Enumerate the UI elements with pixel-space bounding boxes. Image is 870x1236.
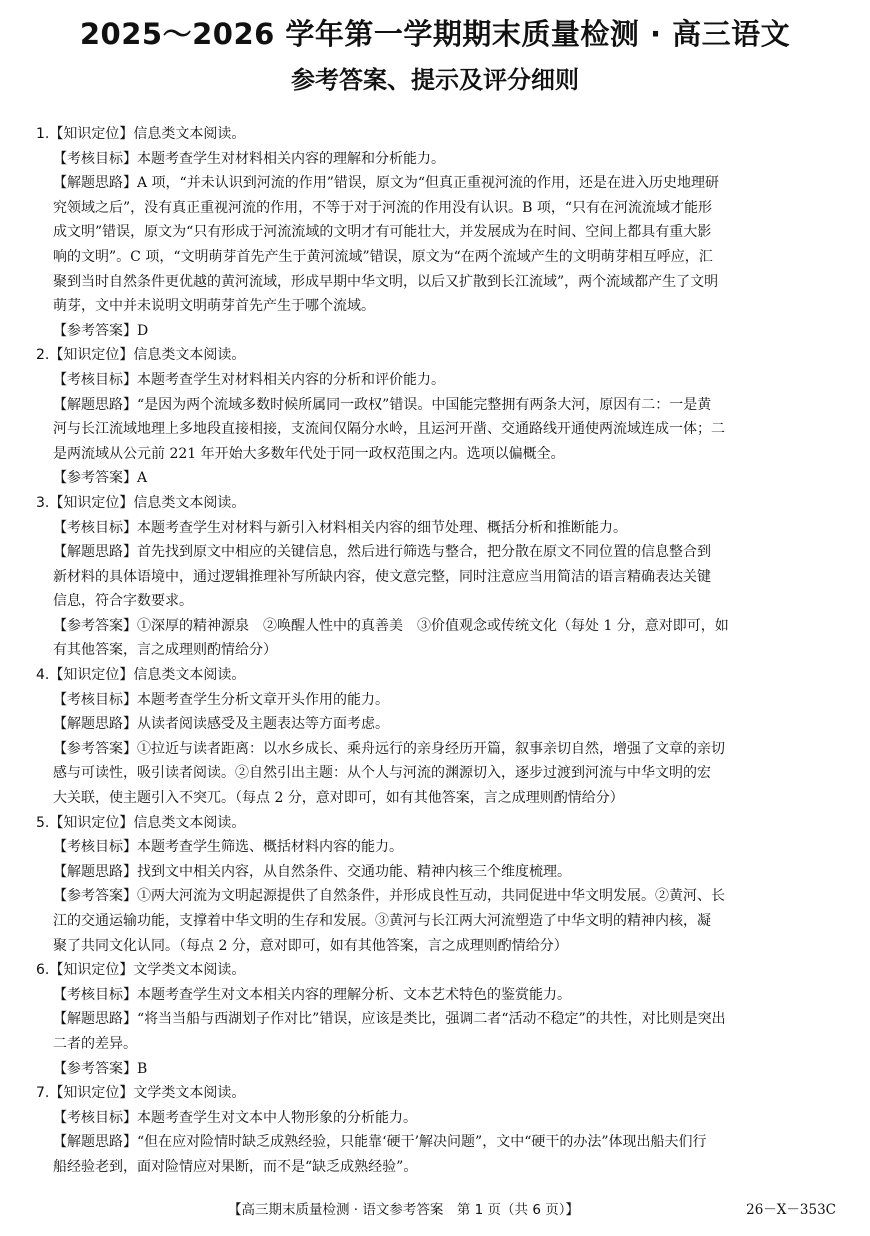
section-tag: 【解题思路】 (53, 1134, 137, 1151)
line-text: 首先找到原文中相应的关键信息，然后进行筛选与整合，把分散在原文不同位置的信息整合到 (137, 544, 711, 561)
section-tag: 【解题思路】 (53, 544, 137, 561)
line-text: 究领域之后”，没有真正重视河流的作用，不等于对于河流的作用没有认识。B 项，“只有在河流流域才能形 (53, 199, 713, 216)
line-text: ①拉近与读者距离：以水乡成长、乘舟远行的亲身经历开篇，叙事亲切自然，增强了文章的亲切 (137, 740, 725, 757)
section-tag: 1.【知识定位】 (36, 126, 134, 142)
text-line (36, 934, 836, 959)
text-line (36, 417, 836, 442)
section-tag: 【解题思路】 (53, 863, 137, 880)
text-line (36, 491, 836, 516)
text-line (36, 516, 836, 541)
section-tag: 【参考答案】 (53, 1060, 137, 1077)
line-text: 本题考查学生分析文章开头作用的能力。 (137, 691, 389, 708)
line-text: 本题考查学生对文本中人物形象的分析能力。 (137, 1109, 417, 1126)
line-text: 本题考查学生筛选、概括材料内容的能力。 (137, 839, 403, 856)
line-text: 信息类文本阅读。 (133, 347, 246, 364)
text-line (36, 638, 836, 663)
text-line (36, 147, 836, 172)
text-line (36, 712, 836, 737)
text-line (36, 761, 836, 786)
section-tag: 【参考答案】 (53, 322, 137, 339)
line-text: 信息类文本阅读。 (133, 814, 246, 831)
text-line (36, 442, 836, 467)
text-line (36, 466, 836, 491)
text-line (36, 614, 836, 639)
text-line (36, 294, 836, 319)
line-text: 响的文明”。C 项，“文明萌芽首先产生于黄河流域”错误，原文为“在两个流域产生的文明萌芽相互呼应，汇 (53, 248, 713, 265)
section-tag: 【参考答案】 (53, 617, 137, 634)
text-line (36, 196, 836, 221)
text-line (36, 663, 836, 688)
text-line (36, 393, 836, 418)
answer-content (36, 122, 836, 1180)
text-line (36, 122, 836, 147)
text-line (36, 220, 836, 245)
section-tag: 【解题思路】 (53, 396, 137, 413)
line-text: 从读者阅读感受及主题表达等方面考虑。 (137, 716, 389, 733)
line-text: 有其他答案，言之成理则酌情给分） (53, 642, 277, 659)
section-tag: 【考核目标】 (53, 986, 137, 1003)
footer-code: 26－X－353C (746, 1202, 836, 1218)
section-tag: 【解题思路】 (53, 1011, 137, 1028)
section-tag: 5.【知识定位】 (36, 814, 134, 831)
line-text: 本题考查学生对材料相关内容的理解和分析能力。 (137, 150, 445, 167)
line-text: 信息类文本阅读。 (133, 667, 246, 684)
line-text: 本题考查学生对材料与新引入材料相关内容的细节处理、概括分析和推断能力。 (137, 519, 627, 536)
text-line (36, 171, 836, 196)
section-tag: 【考核目标】 (53, 1109, 137, 1126)
section-tag: 【解题思路】 (53, 716, 137, 733)
page-title: 2025～2026 学年第一学期期末质量检测 · 高三语文 (79, 17, 791, 51)
text-line (36, 958, 836, 983)
line-text: 是两流域从公元前 221 年开始大多数年代处于同一政权范围之内。选项以偏概全。 (53, 445, 565, 462)
text-line (36, 1007, 836, 1032)
section-tag: 【考核目标】 (53, 371, 137, 388)
line-text: 聚了共同文化认同。（每点 2 分，意对即可，如有其他答案，言之成理则酌情给分） (53, 937, 568, 954)
text-line (36, 1032, 836, 1057)
line-text: 新材料的具体语境中，通过逻辑推理补写所缺内容，使文意完整，同时注意应当用简洁的语言精确表达关键 (53, 568, 711, 585)
line-text: “是因为两个流域多数时候所属同一政权”错误。中国能完整拥有两条大河，原因有二：一是黄 (137, 396, 712, 413)
section-tag: 【解题思路】 (53, 175, 137, 192)
section-tag: 【考核目标】 (53, 519, 137, 536)
text-line (36, 983, 836, 1008)
text-line (36, 884, 836, 909)
section-tag: 2.【知识定位】 (36, 347, 134, 364)
line-text: 找到文中相关内容，从自然条件、交通功能、精神内核三个维度梳理。 (137, 863, 571, 880)
text-line (36, 786, 836, 811)
line-text: 文学类文本阅读。 (133, 1085, 246, 1102)
text-line (36, 343, 836, 368)
text-line (36, 368, 836, 393)
line-text: 本题考查学生对文本相关内容的理解分析、文本艺术特色的鉴赏能力。 (137, 986, 571, 1003)
text-line (36, 565, 836, 590)
line-text: A (137, 470, 148, 487)
text-line (36, 688, 836, 713)
line-text: “将当当船与西湖划子作对比”错误，应该是类比，强调二者“活动不稳定”的共性，对比则是突出 (137, 1011, 726, 1028)
line-text: 河与长江流域地理上多地段直接相接，支流间仅隔分水岭，且运河开凿、交通路线开通使两流域连成一体；二 (53, 421, 725, 438)
page-subtitle: 参考答案、提示及评分细则 (291, 66, 579, 94)
line-text: 聚到当时自然条件更优越的黄河流域，形成早期中华文明，以后又扩散到长江流域”，两个流域都产生了文明 (53, 273, 719, 290)
line-text: 本题考查学生对材料相关内容的分析和评价能力。 (137, 371, 445, 388)
line-text: 感与可读性，吸引读者阅读。②自然引出主题：从个人与河流的渊源切入，逐步过渡到河流与中华文明的宏 (53, 765, 711, 782)
line-text: 信息类文本阅读。 (133, 494, 246, 511)
line-text: “但在应对险情时缺乏成熟经验，只能靠‘硬干’解决问题”，文中“硬干的办法”体现出船夫们行 (137, 1134, 707, 1151)
line-text: ①深厚的精神源泉 ②唤醒人性中的真善美 ③价值观念或传统文化（每处 1 分，意对即可，如 (137, 617, 729, 634)
section-tag: 【考核目标】 (53, 839, 137, 856)
line-text: 船经验老到，面对险情应对果断，而不是“缺乏成熟经验”。 (53, 1158, 418, 1175)
line-text: ①两大河流为文明起源提供了自然条件，并形成良性互动，共同促进中华文明发展。②黄河、长 (137, 888, 725, 905)
line-text: 成文明”错误，原文为“只有形成于河流流域的文明才有可能壮大，并发展成为在时间、空间上都具有重大影 (53, 224, 712, 241)
text-line (36, 1155, 836, 1180)
text-line (36, 589, 836, 614)
text-line (36, 737, 836, 762)
text-line (36, 835, 836, 860)
line-text: 大关联，使主题引入不突兀。（每点 2 分，意对即可，如有其他答案，言之成理则酌情给分） (53, 790, 624, 807)
text-line (36, 811, 836, 836)
text-line (36, 319, 836, 344)
section-tag: 【考核目标】 (53, 691, 137, 708)
text-line (36, 270, 836, 295)
text-line (36, 1057, 836, 1082)
line-text: B (137, 1060, 148, 1077)
line-text: 二者的差异。 (53, 1035, 137, 1052)
section-tag: 3.【知识定位】 (36, 494, 134, 511)
section-tag: 7.【知识定位】 (36, 1085, 134, 1102)
line-text: A 项，“并未认识到河流的作用”错误，原文为“但真正重视河流的作用，还是在进入历史地理研 (137, 175, 720, 192)
section-tag: 【考核目标】 (53, 150, 137, 167)
line-text: 信息，符合字数要求。 (53, 593, 193, 610)
section-tag: 6.【知识定位】 (36, 962, 134, 979)
text-line (36, 1106, 836, 1131)
text-line (36, 909, 836, 934)
section-tag: 【参考答案】 (53, 888, 137, 905)
line-text: D (137, 322, 149, 339)
footer-page-info: 【高三期末质量检测 · 语文参考答案 第 1 页（共 6 页）】 (228, 1202, 579, 1218)
section-tag: 【参考答案】 (53, 470, 137, 487)
section-tag: 4.【知识定位】 (36, 667, 134, 684)
section-tag: 【参考答案】 (53, 740, 137, 757)
text-line (36, 540, 836, 565)
line-text: 信息类文本阅读。 (133, 126, 246, 142)
text-line (36, 245, 836, 270)
page-footer (0, 1198, 870, 1220)
line-text: 江的交通运输功能，支撑着中华文明的生存和发展。③黄河与长江两大河流塑造了中华文明的精神内核，凝 (53, 913, 711, 929)
text-line (36, 860, 836, 885)
line-text: 萌芽，文中并未说明文明萌芽首先产生于哪个流域。 (53, 298, 375, 315)
line-text: 文学类文本阅读。 (133, 962, 246, 979)
text-line (36, 1081, 836, 1106)
text-line (36, 1130, 836, 1155)
